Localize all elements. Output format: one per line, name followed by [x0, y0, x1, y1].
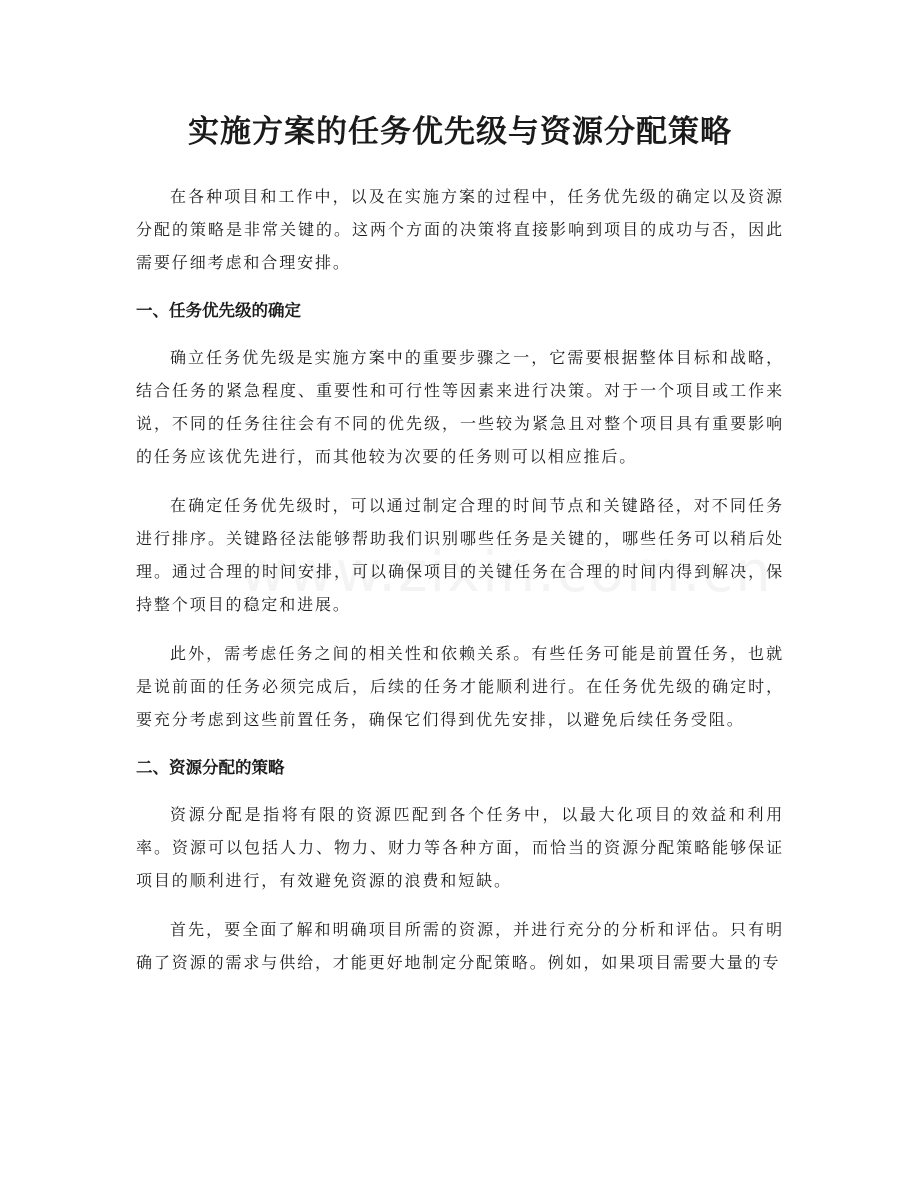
paragraph: 确立任务优先级是实施方案中的重要步骤之一，它需要根据整体目标和战略，结合任务的紧急程度、重要性和可行性等因素来进行决策。对于一个项目或工作来说，不同的任务往往会有不同的优先级，一些较为紧急且对整个项目具有重要影响的任务应该优先进行，而其他较为次要的任务则可以相应推后。 — [136, 348, 784, 466]
paragraph: 资源分配是指将有限的资源匹配到各个任务中，以最大化项目的效益和利用率。资源可以包括人力、物力、财力等各种方面，而恰当的资源分配策略能够保证项目的顺利进行，有效避免资源的浪费和短缺。 — [136, 805, 784, 890]
section-heading-resources: 二、资源分配的策略 — [136, 758, 285, 777]
paragraph: 在确定任务优先级时，可以通过制定合理的时间节点和关键路径，对不同任务进行排序。关键路径法能够帮助我们识别哪些任务是关键的，哪些任务可以稍后处理。通过合理的时间安排，可以确保项目的关键任务在合理的时间内得到解决，保持整个项目的稳定和进展。 — [136, 496, 784, 614]
paragraph: 此外，需考虑任务之间的相关性和依赖关系。有些任务可能是前置任务，也就是说前面的任务必须完成后，后续的任务才能顺利进行。在任务优先级的确定时，要充分考虑到这些前置任务，确保它们得到优先安排，以避免后续任务受阻。 — [136, 644, 784, 729]
document-body — [136, 180, 784, 995]
intro-paragraph: 在各种项目和工作中，以及在实施方案的过程中，任务优先级的确定以及资源分配的策略是非常关键的。这两个方面的决策将直接影响到项目的成功与否，因此需要仔细考虑和合理安排。 — [136, 187, 784, 272]
paragraph: 首先，要全面了解和明确项目所需的资源，并进行充分的分析和评估。只有明确了资源的需求与供给，才能更好地制定分配策略。例如，如果项目需要大量的专 — [136, 920, 784, 972]
page-title: 实施方案的任务优先级与资源分配策略 — [188, 114, 732, 150]
section-heading-priority: 一、任务优先级的确定 — [136, 301, 301, 320]
